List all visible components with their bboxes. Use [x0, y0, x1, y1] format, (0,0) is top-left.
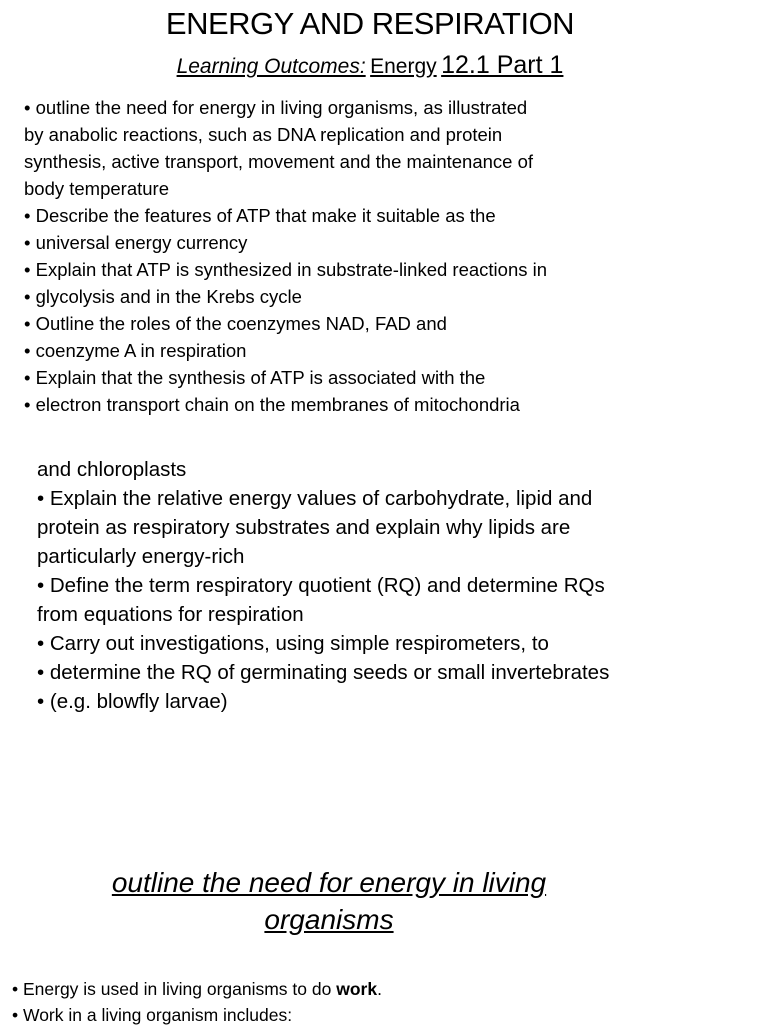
outcome-line: • Define the term respiratory quotient (RQ) and determine RQs — [37, 574, 605, 597]
outcome-line: particularly energy-rich — [37, 545, 245, 568]
outcome-line: by anabolic reactions, such as DNA replication and protein — [24, 124, 503, 145]
page-title: ENERGY AND RESPIRATION — [165, 6, 575, 41]
outcome-line: • Explain the relative energy values of carbohydrate, lipid and — [37, 487, 593, 510]
outcome-line: body temperature — [24, 178, 170, 199]
outcome-line: • Describe the features of ATP that make it suitable as the — [24, 205, 496, 226]
subtitle-part: 12.1 Part 1 — [441, 51, 564, 79]
outcome-line: • electron transport chain on the membranes of mitochondria — [24, 394, 520, 415]
outcome-line: • Outline the roles of the coenzymes NAD, FAD and — [24, 313, 447, 334]
outcome-line: • Carry out investigations, using simple respirometers, to — [37, 632, 549, 655]
page-subtitle — [0, 50, 740, 84]
outcome-line: protein as respiratory substrates and explain why lipids are — [37, 516, 571, 539]
subtitle-learning-outcomes: Learning Outcomes: — [176, 55, 366, 78]
bullet-text: . — [377, 979, 382, 999]
learning-outcomes-list-2 — [37, 455, 757, 716]
outcome-line: and chloroplasts — [37, 458, 187, 481]
section-bullet-list — [12, 976, 752, 1028]
subtitle-energy: Energy — [370, 55, 437, 78]
bullet-text: • Energy is used in living organisms to do — [12, 979, 337, 999]
outcome-line: • Explain that ATP is synthesized in substrate-linked reactions in — [24, 259, 548, 280]
outcome-line: • glycolysis and in the Krebs cycle — [24, 286, 302, 307]
section-bullet — [12, 976, 752, 1002]
outcome-line: • (e.g. blowfly larvae) — [37, 690, 228, 713]
outcome-line: • determine the RQ of germinating seeds or small invertebrates — [37, 661, 610, 684]
section-bullet: • Work in a living organism includes: — [12, 1005, 293, 1025]
section-heading — [0, 864, 658, 938]
section-heading-line: outline the need for energy in living — [111, 867, 547, 898]
bullet-bold-text: work — [336, 979, 378, 999]
outcome-line: from equations for respiration — [37, 603, 304, 626]
outcome-line: • universal energy currency — [24, 232, 248, 253]
outcome-line: • Explain that the synthesis of ATP is associated with the — [24, 367, 486, 388]
outcome-line: • outline the need for energy in living organisms, as illustrated — [24, 97, 528, 118]
outcome-line: synthesis, active transport, movement and the maintenance of — [24, 151, 534, 172]
outcome-line: • coenzyme A in respiration — [24, 340, 247, 361]
section-heading-line: organisms — [264, 904, 394, 935]
learning-outcomes-list-1 — [24, 94, 754, 418]
